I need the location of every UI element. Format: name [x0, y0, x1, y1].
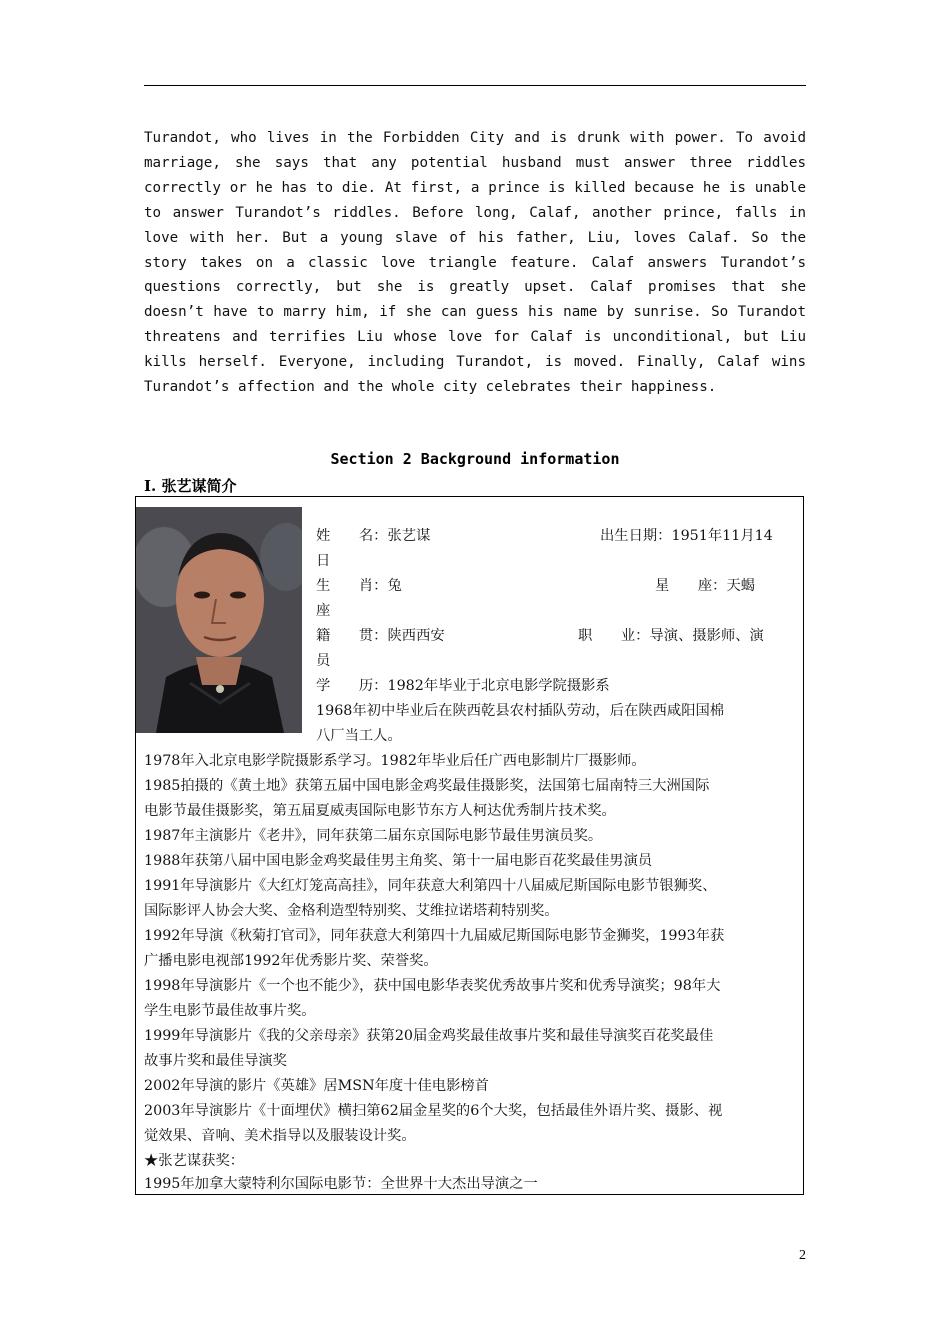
profile-occupation-wrap: 员	[316, 653, 331, 669]
bio-line: ★张艺谋获奖：	[144, 1153, 245, 1169]
bio-line: 2003年导演影片《十面埋伏》横扫第62届金星奖的6个大奖，包括最佳外语片奖、摄影、视	[144, 1103, 723, 1119]
bio-line: 觉效果、音响、美术指导以及服装设计奖。	[144, 1128, 416, 1144]
bio-line: 1968年初中毕业后在陕西乾县农村插队劳动，后在陕西咸阳国棉	[316, 703, 725, 719]
bio-line: 1999年导演影片《我的父亲母亲》获第20届金鸡奖最佳故事片奖和最佳导演奖百花奖最佳	[144, 1028, 714, 1044]
bio-line: 1995年加拿大蒙特利尔国际电影节：全世界十大杰出导演之一	[144, 1176, 538, 1192]
profile-occupation: 职 业：导演、摄影师、演	[578, 628, 764, 644]
portrait-photo-drawing	[136, 507, 302, 733]
bio-line: 1987年主演影片《老井》，同年获第二届东京国际电影节最佳男演员奖。	[144, 828, 603, 844]
profile-zodiac: 生 肖：兔	[316, 578, 402, 594]
profile-name: 姓 名：张艺谋	[316, 528, 431, 544]
bio-line: 八厂当工人。	[316, 728, 402, 744]
profile-hometown: 籍 贯：陕西西安	[316, 628, 445, 644]
bio-line: 故事片奖和最佳导演奖	[144, 1053, 287, 1069]
profile-birthdate: 出生日期：1951年11月14	[600, 528, 773, 544]
bio-line: 1988年获第八届中国电影金鸡奖最佳男主角奖、第十一届电影百花奖最佳男演员	[144, 853, 653, 869]
bio-line: 1992年导演《秋菊打官司》，同年获意大利第四十九届威尼斯国际电影节金狮奖，1993年获	[144, 928, 725, 944]
portrait-photo	[136, 507, 302, 733]
profile-birthdate-wrap: 日	[316, 553, 331, 569]
profile-star-sign-wrap: 座	[316, 603, 331, 619]
page-number: 2	[799, 1248, 806, 1263]
bio-line: 1978年入北京电影学院摄影系学习。1982年毕业后任广西电影制片厂摄影师。	[144, 753, 646, 769]
bio-line: 2002年导演的影片《英雄》居MSN年度十佳电影榜首	[144, 1078, 489, 1094]
bio-line: 电影节最佳摄影奖，第五届夏威夷国际电影节东方人柯达优秀制片技术奖。	[144, 803, 616, 819]
subsection-title: I. 张艺谋简介	[144, 477, 237, 495]
story-paragraph: Turandot, who lives in the Forbidden City and is drunk with power. To avoid marriage, she says that any potential husband must answer three riddles correctly or he has to die. At first, a prince is killed because he is unable to answer Turandot’s riddles. Before long, Calaf, another prince, falls in love with her. But a young slave of his father, Liu, loves Calaf. So the story takes on a classic love triangle feature. Calaf answers Turandot’s questions correctly, but she is greatly upset. Calaf promises that she doesn’t have to marry him, if she can guess his name by sunrise. So Turandot threatens and terrifies Liu whose love for Calaf is unconditional, but Liu kills herself. Everyone, including Turandot, is moved. Finally, Calaf wins Turandot’s affection and the whole city celebrates their happiness.	[144, 130, 806, 396]
profile-star-sign: 星 座：天蝎	[655, 578, 756, 594]
header-rule	[144, 85, 806, 86]
bio-line: 1991年导演影片《大红灯笼高高挂》，同年获意大利第四十八届威尼斯国际电影节银狮奖、	[144, 878, 717, 894]
section-title: Section 2 Background information	[330, 450, 620, 468]
bio-line: 广播电影电视部1992年优秀影片奖、荣誉奖。	[144, 953, 438, 969]
bio-line: 1985拍摄的《黄土地》获第五届中国电影金鸡奖最佳摄影奖，法国第七届南特三大洲国际	[144, 778, 710, 794]
profile-education: 学 历：1982年毕业于北京电影学院摄影系	[316, 678, 610, 694]
bio-line: 国际影评人协会大奖、金格利造型特别奖、艾维拉诺塔莉特别奖。	[144, 903, 559, 919]
bio-line: 学生电影节最佳故事片奖。	[144, 1003, 316, 1019]
bio-line: 1998年导演影片《一个也不能少》，获中国电影华表奖优秀故事片奖和优秀导演奖；98年大	[144, 978, 721, 994]
